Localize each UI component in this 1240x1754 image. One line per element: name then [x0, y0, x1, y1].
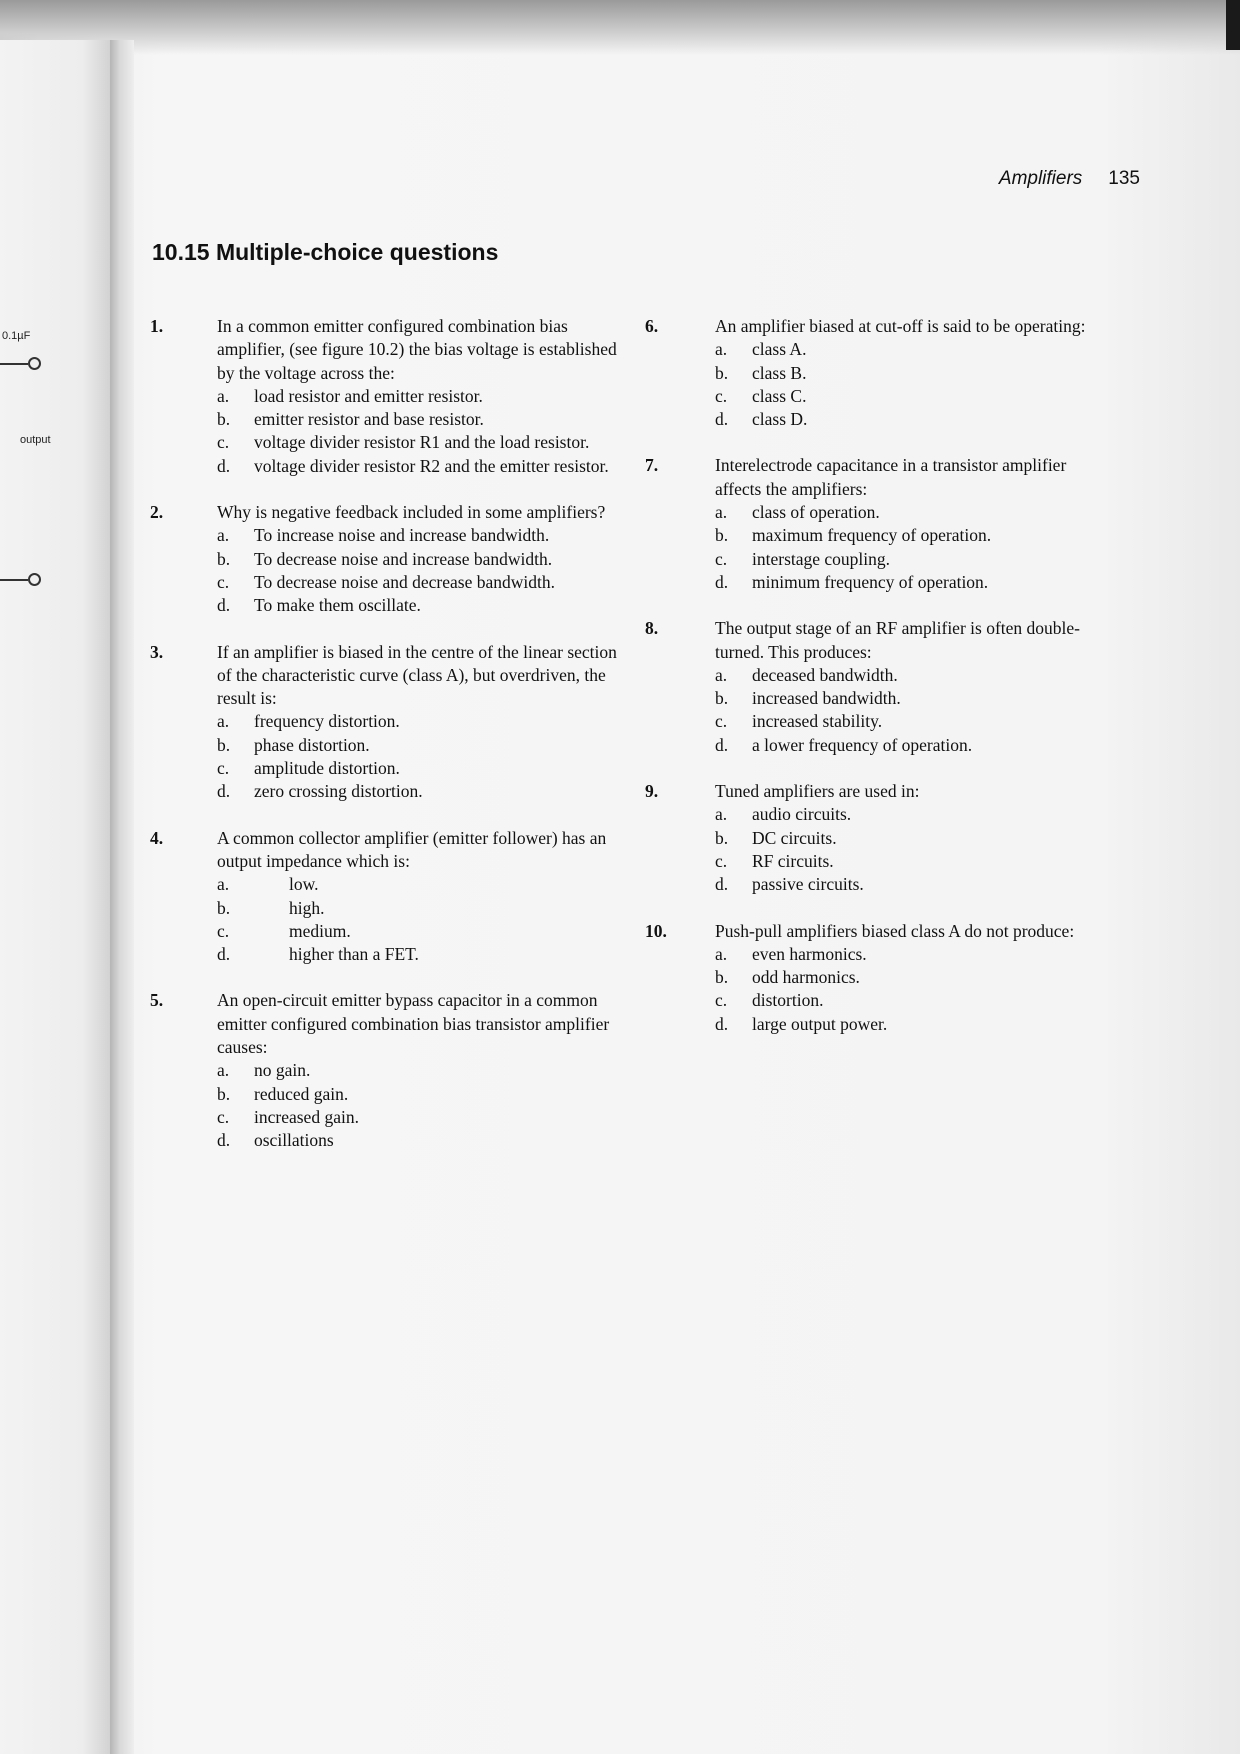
circuit-terminal [28, 357, 41, 370]
answer-option-c: c. amplitude distortion. [217, 758, 400, 779]
question-number: 6. [645, 316, 659, 336]
circuit-terminal [28, 573, 41, 586]
answer-option-a: a. deceased bandwidth. [715, 664, 898, 685]
capacitor-label: 0.1µF [2, 330, 31, 342]
question-text: An open-circuit emitter bypass capacitor in a common emitter configured combination bias transistor amplifier causes: [217, 990, 610, 1058]
question-text: An amplifier biased at cut-off is said to be operating: [715, 316, 1086, 336]
question-text: Interelectrode capacitance in a transistor amplifier affects the amplifiers: [715, 455, 1067, 499]
question-number: 9. [645, 781, 659, 802]
question-10 [645, 920, 1115, 1036]
question-number: 3. [150, 641, 164, 662]
answer-option-b: b. emitter resistor and base resistor. [217, 409, 484, 430]
question-5 [150, 989, 620, 1152]
output-label: output [20, 434, 51, 446]
answer-option-b: b. increased bandwidth. [715, 688, 901, 709]
answer-option-d: d. large output power. [715, 1013, 888, 1034]
answer-option-c: c. increased stability. [715, 711, 883, 732]
answer-option-d: d. zero crossing distortion. [217, 781, 423, 802]
answer-option-c: c. interstage coupling. [715, 548, 891, 569]
circuit-wire [0, 579, 28, 581]
answer-options [217, 1059, 620, 1152]
question-number: 2. [150, 502, 164, 523]
answer-option-b: b. class B. [715, 362, 807, 383]
question-text: If an amplifier is biased in the centre of the linear section of the characteristic curve (class A), but overdriven, the result is: [217, 641, 617, 709]
question-6 [645, 315, 1115, 431]
answer-option-a: a. audio circuits. [715, 804, 852, 825]
question-text: The output stage of an RF amplifier is often double-turned. This produces: [715, 618, 1080, 662]
answer-option-d: d. voltage divider resistor R2 and the emitter resistor. [217, 455, 609, 476]
question-number: 8. [645, 618, 659, 639]
question-number: 5. [150, 990, 164, 1011]
answer-option-c: c. class C. [715, 385, 807, 406]
answer-option-a: a. frequency distortion. [217, 711, 400, 732]
answer-option-d: d. oscillations [217, 1130, 334, 1151]
question-4 [150, 827, 620, 967]
answer-option-b: b. reduced gain. [217, 1083, 349, 1104]
question-text: A common collector amplifier (emitter follower) has an output impedance which is: [217, 827, 607, 871]
question-number: 10. [645, 920, 667, 941]
answer-options [217, 873, 620, 966]
question-7 [645, 454, 1115, 594]
answer-options [715, 943, 1115, 1036]
page-top-shadow [0, 0, 1240, 55]
question-2 [150, 501, 620, 617]
answer-option-c: c. voltage divider resistor R1 and the load resistor. [217, 432, 590, 453]
answer-option-b: b. phase distortion. [217, 734, 370, 755]
answer-option-d: d. a lower frequency of operation. [715, 734, 973, 755]
page-number: 135 [1108, 168, 1140, 189]
answer-option-b: b. odd harmonics. [715, 967, 860, 988]
questions-column-left [150, 315, 620, 1153]
scanner-edge [1226, 0, 1240, 50]
answer-option-b: b. To decrease noise and increase bandwidth. [217, 548, 553, 569]
answer-options [217, 710, 620, 803]
questions-column-right [645, 315, 1115, 1059]
answer-option-b: b. high. [217, 897, 325, 918]
answer-option-d: d. passive circuits. [715, 874, 864, 895]
question-text: Why is negative feedback included in some amplifiers? [217, 502, 606, 523]
answer-option-b: b. maximum frequency of operation. [715, 525, 992, 546]
answer-options [715, 664, 1115, 757]
answer-option-a: a. even harmonics. [715, 943, 867, 964]
answer-options [715, 338, 1115, 431]
answer-options [217, 385, 620, 478]
answer-option-a: a. class of operation. [715, 502, 880, 523]
answer-option-d: d. class D. [715, 409, 808, 430]
answer-option-c: c. medium. [217, 920, 351, 941]
answer-option-c: c. distortion. [715, 990, 824, 1011]
book-gutter [110, 40, 134, 1754]
answer-option-c: c. increased gain. [217, 1106, 359, 1127]
header-title: Amplifiers [998, 168, 1083, 189]
answer-option-d: d. To make them oscillate. [217, 595, 421, 616]
answer-option-a: a. no gain. [217, 1060, 311, 1081]
running-header [940, 168, 1140, 190]
answer-option-a: a. To increase noise and increase bandwidth. [217, 525, 550, 546]
answer-option-a: a. class A. [715, 339, 807, 360]
question-number: 1. [150, 316, 164, 336]
question-1 [150, 315, 620, 478]
question-text: Push-pull amplifiers biased class A do not produce: [715, 920, 1075, 941]
answer-options [715, 501, 1115, 594]
answer-option-c: c. RF circuits. [715, 850, 834, 871]
circuit-wire [0, 363, 28, 365]
answer-option-b: b. DC circuits. [715, 827, 837, 848]
answer-option-c: c. To decrease noise and decrease bandwidth. [217, 571, 556, 592]
answer-option-a: a. load resistor and emitter resistor. [217, 385, 483, 406]
question-text: Tuned amplifiers are used in: [715, 781, 920, 802]
answer-options [715, 803, 1115, 896]
question-text: In a common emitter configured combination bias amplifier, (see figure 10.2) the bias voltage is established by the voltage across the: [217, 316, 617, 383]
question-3 [150, 641, 620, 804]
answer-option-a: a. low. [217, 874, 319, 895]
answer-options [217, 524, 620, 617]
question-number: 4. [150, 827, 164, 848]
question-9 [645, 780, 1115, 896]
answer-option-d: d. minimum frequency of operation. [715, 571, 989, 592]
facing-page-edge [0, 40, 118, 1754]
section-heading: 10.15 Multiple-choice questions [152, 239, 499, 265]
answer-option-d: d. higher than a FET. [217, 944, 419, 965]
question-8 [645, 617, 1115, 757]
question-number: 7. [645, 455, 659, 476]
